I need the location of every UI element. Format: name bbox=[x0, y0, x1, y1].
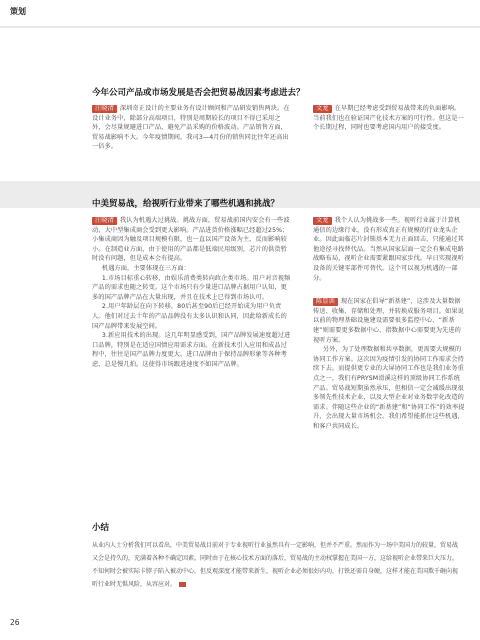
question-1-title: 今年公司产品或市场发展是否会把贸易战因素考虑进去？ bbox=[92, 88, 305, 98]
speaker-tag: 汪晓清 bbox=[92, 105, 117, 113]
answer-paragraph: 机遇方面，主要体现在三方面： bbox=[101, 264, 190, 272]
answer-text: 在早期已经考虑受到贸易战带来的负面影响。当前我们也在验证国产化技术方案的可行性。但这是一个长期过程，同时也要考虑国内用户的接受度。 bbox=[313, 105, 464, 132]
page-number: 26 bbox=[10, 618, 20, 627]
speaker-tag: 文龙 bbox=[313, 105, 332, 113]
end-mark-icon bbox=[179, 582, 186, 587]
speaker-tag: 汪晓清 bbox=[92, 217, 117, 225]
answer-paragraph: 1.市场目标重心转移，由娱乐消费类转向政企类市场。用户对音视频产品的需求也随之转变。这个市场只有少量进口品牌占据用户认知，更多的国产品牌产品在大量出现，并且在技术上已得到市场认可。 bbox=[92, 274, 291, 301]
speaker-tag: 文龙 bbox=[313, 217, 332, 225]
summary-text-block bbox=[92, 539, 462, 591]
summary-label: 小结 bbox=[92, 523, 110, 533]
answer-paragraph: 2.用户年龄层在向下转移，80后甚至90后已经开始成为用户负责人。他们对过去十年的产品品牌没有太多认识和认同，因此给新成长的国产品牌带来发展空间。 bbox=[92, 303, 287, 330]
answer-text: 现在国家在倡导“新基建”，这涉及大量数据传送、收集、存储和处理，并转换成服务项目。如果说以前的物理基础设施建设需要很多监控中心、“新基建”则需要更多数据中心、指数据中心需要更为先进的视听方案。 bbox=[313, 298, 464, 344]
answer-paragraph: 3.新应用技术的出现。这几年明显感受到，国产品牌发展速度超过进口品牌，特别是在适应国情应用需求方面。在新技术引入应用和成品过程中，往往是国产品牌力度更大。进口品牌由于保持品牌形象等各种考虑，总是慢几拍。这使得市场跟进速度不如国产品牌。 bbox=[92, 332, 291, 368]
q1-right-answer bbox=[313, 104, 465, 133]
answer-text: 我个人认为挑战多一些。视听行业属于计算机通信的边缘行业，没有形成真正有规模的行业龙头企业。因此面临芯片封锁基本无力正面回击，只能通过其他途径寻找替代品。当然从国家层面一定会有集成电路战略布局，视听企业需要紧跟国家步伐。早日实现视听设备的关键零部件可替代。这个可以视为机遇的一部分。 bbox=[313, 217, 464, 282]
answer-paragraph: 另外，为了处理数据和共享数据，更需要大规模的协同工作方案。这次因为疫情引发的协同工作需求会持续下去。而提供更专业的大屏协同工作也是我们业务重点之一，我们有PRYSM滑溪这样的顶级协同工作系统产品。贸易战短期虽然承压，但相信一定会减缓出现很多领先性技术企业，以及大型企业对业务数字化改造的需求。伴随这些企业的“新基建”和“协同工作”的效率提升，会出现大量市场机会。我们希望能抓住这些机遇，和客户共同成长。 bbox=[313, 346, 465, 430]
q2-left-answer bbox=[92, 216, 292, 370]
section-label: 策划 bbox=[10, 7, 26, 16]
header-divider bbox=[0, 26, 480, 28]
speaker-tag: 陈显训 bbox=[313, 298, 338, 306]
q2-right-answer bbox=[313, 216, 465, 431]
answer-text: 深圳奇正设计的主要业务有设计顾问和产品研发销售两块。在设计业务中，除部分高端项目，特别是周期较长的项目不得已采用之外，会尽量规避进口产品，避免产品采购的价格波动。产品销售方面，贸易战影响不大。今年疫情期间，我司3—4月份的销售同比往年还高出一倍多。 bbox=[92, 105, 290, 151]
summary-text: 从业内人士分析我们可以看出，中美贸易战目前对于专业视听行业虽然具有一定影响，但并不严重。然而作为一场中美国力的较量，贸易战又会是持久的，充满着各种不确定因素。同时由于在核心技术方面的落后，贸易战的主动权掌握在美国一方，这给视听企业带来巨大压力，不知何时会被实际卡脖子陷入被动中心。但反观深度才能带来新生，视听企业必须很好内功，打铁还需自身硬，这样才能在美国欺千砸向视听行业时无惧风险，从容应对。 bbox=[92, 542, 459, 588]
question-2-title: 中美贸易战，给视听行业带来了哪些机遇和挑战？ bbox=[92, 199, 280, 209]
answer-text: 我认为机遇大过挑战。挑战方面，贸易战前国内安会有一些波动，大中型集成商会受到更大影响。产品进货价格涨幅已经超过25%；小集成商因为触及项目规模有限，也一直以国产设备为主，反而影响较小。在制造业方面，由于使用的产品都是低端民用级别，芯片的供货暂时没有问题，但是成本会有提高。 bbox=[92, 217, 290, 263]
q1-left-answer bbox=[92, 104, 292, 152]
